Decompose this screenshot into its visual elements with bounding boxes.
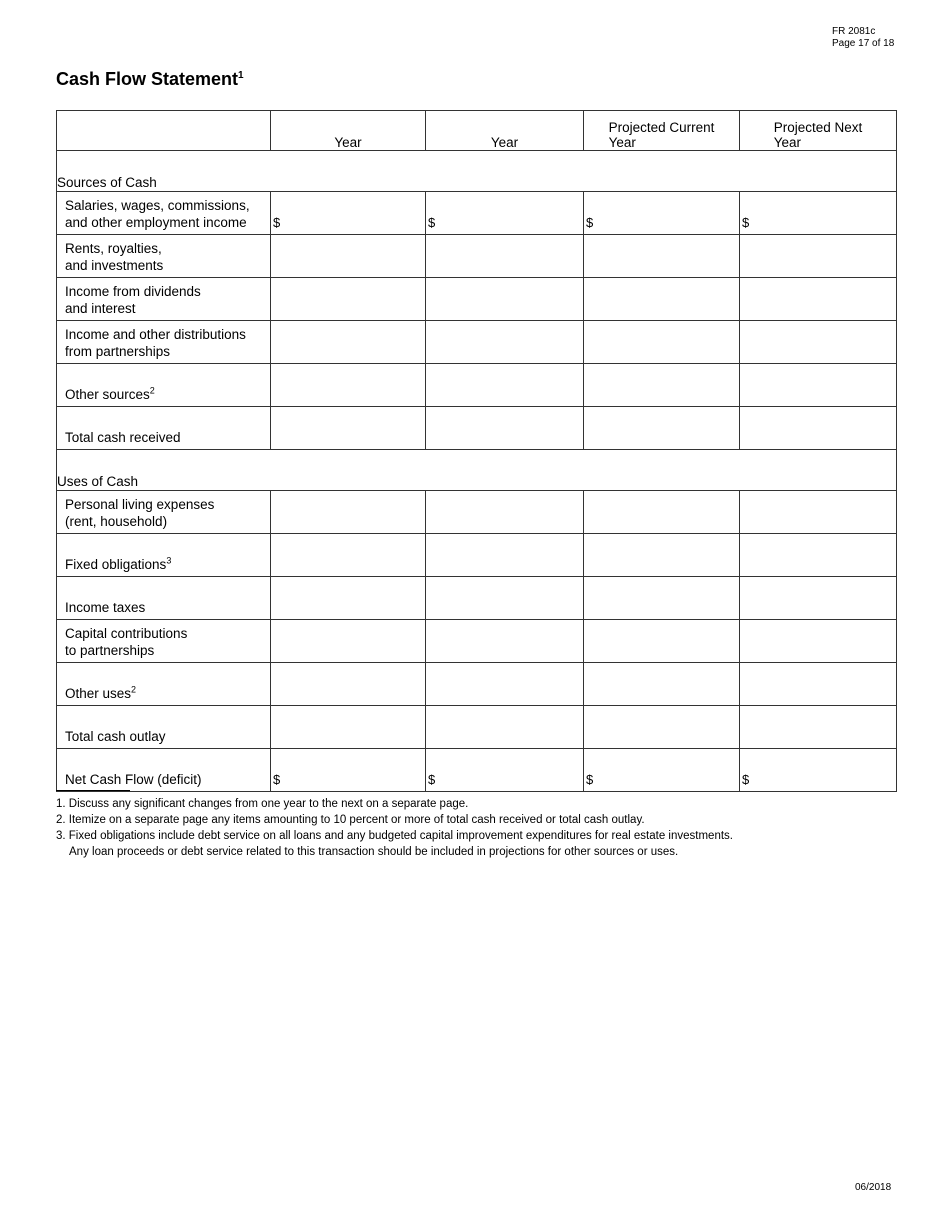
amount-field-year-2[interactable] (426, 407, 584, 450)
form-id: FR 2081c (832, 26, 876, 37)
amount-field-projected-next-year[interactable] (740, 620, 897, 663)
amount-field-year-2[interactable] (426, 534, 584, 577)
row-label (57, 278, 271, 321)
section-heading-row (57, 450, 897, 491)
table-row (57, 278, 897, 321)
amount-field-projected-next-year[interactable]: $ (740, 749, 897, 792)
section-heading-sources: Sources of Cash (57, 151, 897, 192)
table-row (57, 534, 897, 577)
amount-field-projected-current-year[interactable] (584, 534, 740, 577)
amount-field-projected-current-year[interactable] (584, 620, 740, 663)
row-label (57, 407, 271, 450)
amount-field-year-1[interactable] (271, 663, 426, 706)
amount-field-projected-current-year[interactable] (584, 663, 740, 706)
row-footnote-ref: 3 (166, 555, 172, 566)
row-label-text: Salaries, wages, commissions, and other employment income (65, 198, 250, 230)
amount-field-year-2[interactable]: $ (426, 749, 584, 792)
table-row (57, 321, 897, 364)
row-label-text: Capital contributions to partnerships (65, 626, 188, 658)
row-label (57, 749, 271, 792)
cash-flow-table (56, 110, 897, 792)
table-row (57, 235, 897, 278)
row-label-text: Total cash received (65, 430, 181, 445)
table-row (57, 364, 897, 407)
amount-field-projected-current-year[interactable] (584, 321, 740, 364)
row-label-text: Rents, royalties, and investments (65, 241, 164, 273)
amount-field-year-1[interactable] (271, 407, 426, 450)
amount-field-year-1[interactable] (271, 364, 426, 407)
amount-field-year-2[interactable] (426, 663, 584, 706)
row-label (57, 620, 271, 663)
table-row (57, 706, 897, 749)
amount-field-projected-next-year[interactable]: $ (740, 192, 897, 235)
form-header (832, 26, 894, 50)
amount-field-year-1[interactable]: $ (271, 192, 426, 235)
amount-field-projected-current-year[interactable] (584, 706, 740, 749)
column-header-year-2: Year (426, 111, 584, 151)
amount-field-year-1[interactable]: $ (271, 749, 426, 792)
table-row (57, 192, 897, 235)
amount-field-year-2[interactable] (426, 491, 584, 534)
amount-field-projected-current-year[interactable] (584, 235, 740, 278)
amount-field-year-1[interactable] (271, 620, 426, 663)
row-label (57, 534, 271, 577)
amount-field-projected-next-year[interactable] (740, 663, 897, 706)
amount-field-year-2[interactable]: $ (426, 192, 584, 235)
row-label-text: Income and other distributions from partnerships (65, 327, 246, 359)
form-revision-date: 06/2018 (855, 1182, 892, 1193)
row-label-text: Other sources (65, 387, 150, 402)
row-label (57, 235, 271, 278)
table-row (57, 663, 897, 706)
amount-field-projected-current-year[interactable] (584, 278, 740, 321)
amount-field-year-2[interactable] (426, 278, 584, 321)
amount-field-year-1[interactable] (271, 321, 426, 364)
table-row (57, 577, 897, 620)
table-row (57, 749, 897, 792)
amount-field-year-1[interactable] (271, 235, 426, 278)
amount-field-projected-current-year[interactable]: $ (584, 192, 740, 235)
footnotes (56, 790, 896, 860)
amount-field-projected-next-year[interactable] (740, 235, 897, 278)
section-heading-uses: Uses of Cash (57, 450, 897, 491)
amount-field-projected-next-year[interactable] (740, 364, 897, 407)
amount-field-projected-next-year[interactable] (740, 407, 897, 450)
amount-field-projected-current-year[interactable] (584, 364, 740, 407)
row-label (57, 706, 271, 749)
row-label-text: Income taxes (65, 600, 146, 615)
amount-field-projected-next-year[interactable] (740, 706, 897, 749)
row-label-text: Net Cash Flow (deficit) (65, 772, 202, 787)
amount-field-year-1[interactable] (271, 577, 426, 620)
row-label (57, 663, 271, 706)
amount-field-projected-next-year[interactable] (740, 278, 897, 321)
amount-field-year-2[interactable] (426, 577, 584, 620)
amount-field-year-2[interactable] (426, 321, 584, 364)
column-header-label (57, 111, 271, 151)
row-footnote-ref: 2 (131, 684, 137, 695)
row-label-text: Total cash outlay (65, 729, 166, 744)
amount-field-year-2[interactable] (426, 620, 584, 663)
row-label-text: Other uses (65, 686, 132, 701)
amount-field-year-1[interactable] (271, 534, 426, 577)
table-row (57, 620, 897, 663)
amount-field-projected-current-year[interactable] (584, 491, 740, 534)
amount-field-projected-next-year[interactable] (740, 534, 897, 577)
amount-field-year-2[interactable] (426, 706, 584, 749)
row-label-text: Personal living expenses (rent, household) (65, 497, 215, 529)
footnote-3-continued: Any loan proceeds or debt service related to this transaction should be included in projections for other sources or uses. (69, 846, 679, 858)
row-label (57, 321, 271, 364)
footnote-2: 2. Itemize on a separate page any items amounting to 10 percent or more of total cash received or total cash outlay. (56, 814, 645, 826)
header-row (57, 111, 897, 151)
row-label-text: Fixed obligations (65, 557, 167, 572)
row-footnote-ref: 2 (149, 385, 155, 396)
amount-field-projected-current-year[interactable] (584, 407, 740, 450)
amount-field-projected-next-year[interactable] (740, 577, 897, 620)
column-header-year-1: Year (271, 111, 426, 151)
amount-field-year-1[interactable] (271, 706, 426, 749)
amount-field-projected-current-year[interactable]: $ (584, 749, 740, 792)
footnote-1: 1. Discuss any significant changes from one year to the next on a separate page. (56, 798, 469, 810)
amount-field-projected-next-year[interactable] (740, 321, 897, 364)
page-title (56, 67, 244, 91)
row-label-text: Income from dividends and interest (65, 284, 201, 316)
row-label (57, 577, 271, 620)
column-header-projected-next-year: Projected Next Year (740, 111, 897, 151)
amount-field-year-2[interactable] (426, 235, 584, 278)
table-row (57, 407, 897, 450)
amount-field-projected-next-year[interactable] (740, 491, 897, 534)
amount-field-projected-current-year[interactable] (584, 577, 740, 620)
row-label (57, 364, 271, 407)
page-title-text: Cash Flow Statement (56, 69, 239, 89)
footnote-divider (56, 790, 130, 791)
column-header-projected-current-year: Projected Current Year (584, 111, 740, 151)
title-footnote-ref: 1 (238, 70, 244, 81)
table-row (57, 491, 897, 534)
page-number: Page 17 of 18 (832, 38, 895, 49)
row-label (57, 192, 271, 235)
footnote-3: 3. Fixed obligations include debt service on all loans and any budgeted capital improvement expenditures for real estate investments. (56, 830, 733, 842)
amount-field-year-1[interactable] (271, 278, 426, 321)
row-label (57, 491, 271, 534)
amount-field-year-1[interactable] (271, 491, 426, 534)
section-heading-row (57, 151, 897, 192)
amount-field-year-2[interactable] (426, 364, 584, 407)
